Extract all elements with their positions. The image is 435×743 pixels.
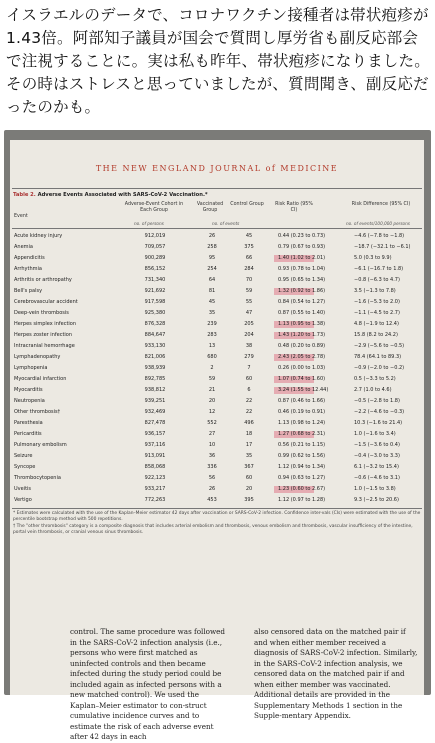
vaccinated-cell: 13 [208,343,216,349]
vaccinated-cell: 254 [207,266,217,272]
vaccinated-cell: 453 [207,497,217,503]
header-vaccinated: Vaccinated Group [196,202,224,213]
risk-difference-cell: −0.6 (−4.6 to 3.1) [354,475,400,481]
vaccinated-cell: 27 [208,431,216,437]
risk-difference-cell: −4.6 (−7.8 to −1.8) [354,233,405,239]
control-cell: 55 [245,299,253,305]
control-cell: 22 [245,398,253,404]
event-cell: Arthritis or arthropathy [14,277,72,283]
table-row [12,286,422,297]
vaccinated-cell: 12 [208,409,216,415]
risk-ratio-cell: 0.44 (0.23 to 0.73) [278,233,326,239]
cohort-cell: 933,130 [144,343,166,349]
control-cell: 496 [244,420,254,426]
event-cell: Arrhythmia [14,266,42,272]
risk-ratio-cell: 0.95 (0.65 to 1.34) [278,277,326,283]
vaccinated-cell: 283 [207,332,217,338]
events-unit: no. of events [212,221,240,226]
vaccinated-cell: 552 [207,420,217,426]
event-cell: Anemia [14,244,33,250]
event-cell: Herpes zoster infection [14,332,73,338]
risk-difference-cell: 15.8 (8.2 to 24.2) [354,332,398,338]
risk-ratio-cell: 3.24 (1.55 to 12.44) [278,387,329,393]
risk-difference-cell: −18.7 (−32.1 to −6.1) [354,244,411,250]
table-row [12,495,422,506]
event-cell: Appendicitis [14,255,45,261]
control-cell: 17 [245,442,253,448]
vaccinated-cell: 26 [208,233,216,239]
risk-difference-cell: −0.9 (−2.0 to −0.2) [354,365,405,371]
risk-ratio-cell: 0.99 (0.62 to 1.56) [278,453,326,459]
control-cell: 205 [244,321,254,327]
vaccinated-cell: 680 [207,354,217,360]
table-row [12,418,422,429]
tweet-text: イスラエルのデータで、コロナワクチン接種者は帯状疱疹が1.43倍。阿部知子議員が国会で質問し厚労省も副反応部会で注視することに。実は私も昨年、帯状疱疹になりました。その時はストレスと思っていましたが、質問聞き、副反応だったのかも。 [6,6,430,116]
control-cell: 70 [245,277,253,283]
risk-ratio-cell: 1.27 (0.68 to 2.31) [278,431,326,437]
risk-ratio-cell: 1.13 (0.95 to 1.38) [278,321,326,327]
table-row [12,451,422,462]
table-row [12,330,422,341]
vaccinated-cell: 10 [208,442,216,448]
risk-ratio-cell: 1.12 (0.94 to 1.34) [278,464,326,470]
cohort-cell: 912,019 [144,233,166,239]
control-cell: 47 [245,310,253,316]
table-row [12,308,422,319]
cohort-cell: 876,328 [144,321,166,327]
vaccinated-cell: 64 [208,277,216,283]
risk-difference-cell: −6.1 (−16.7 to 1.8) [354,266,404,272]
cohort-cell: 731,340 [144,277,166,283]
table-rule [12,228,422,229]
risk-difference-cell: −2.9 (−5.6 to −0.5) [354,343,405,349]
control-cell: 60 [245,475,253,481]
risk-difference-cell: −0.4 (−3.0 to 3.3) [354,453,400,459]
rd-unit: no. of events/100,000 persons [346,221,410,226]
table-row [12,363,422,374]
risk-difference-cell: −0.5 (−2.8 to 1.8) [354,398,400,404]
cohort-cell: 772,263 [144,497,166,503]
cohort-cell: 922,123 [144,475,166,481]
cohort-cell: 938,939 [144,365,166,371]
event-cell: Syncope [14,464,36,470]
cohort-cell: 856,152 [144,266,166,272]
table-row [12,253,422,264]
cohort-cell: 937,116 [144,442,166,448]
vaccinated-cell: 26 [208,486,216,492]
control-cell: 204 [244,332,254,338]
risk-ratio-cell: 1.43 (1.20 to 1.73) [278,332,326,338]
table-row [12,264,422,275]
event-cell: Other thrombosis† [14,409,61,415]
control-cell: 60 [245,376,253,382]
table-row [12,319,422,330]
table-row [12,374,422,385]
event-cell: Bell's palsy [14,288,43,294]
risk-ratio-cell: 1.40 (1.02 to 2.01) [278,255,326,261]
control-cell: 395 [244,497,254,503]
table-row [12,275,422,286]
risk-difference-cell: 2.7 (1.0 to 4.6) [354,387,392,393]
risk-ratio-cell: 1.07 (0.74 to 1.60) [278,376,326,382]
table-row [12,352,422,363]
control-cell: 6 [247,387,251,393]
event-cell: Intracranial hemorrhage [14,343,75,349]
event-cell: Acute kidney injury [14,233,63,239]
control-cell: 375 [244,244,254,250]
event-cell: Cerebrovascular accident [14,299,78,305]
control-cell: 284 [244,266,254,272]
event-cell: Thrombocytopenia [14,475,61,481]
table-row [12,396,422,407]
table-row [12,341,422,352]
table-row [12,473,422,484]
vaccinated-cell: 258 [207,244,217,250]
header-rule [12,188,422,189]
header-event: Event [14,214,28,219]
control-cell: 367 [244,464,254,470]
vaccinated-cell: 95 [208,255,216,261]
vaccinated-cell: 36 [208,453,216,459]
table-row [12,242,422,253]
vaccinated-cell: 20 [208,398,216,404]
risk-difference-cell: 78.4 (64.1 to 89.3) [354,354,402,360]
risk-ratio-cell: 0.79 (0.67 to 0.93) [278,244,326,250]
risk-difference-cell: 10.3 (−1.6 to 21.4) [354,420,403,426]
cohort-cell: 917,598 [144,299,166,305]
event-cell: Myocarditis [14,387,43,393]
risk-difference-cell: 1.0 (−1.6 to 3.4) [354,431,396,437]
table-row [12,484,422,495]
table-title: Table 2. Adverse Events Associated with SARS-CoV-2 Vaccination.* [13,192,208,198]
cohort-cell: 821,006 [144,354,166,360]
risk-ratio-cell: 0.48 (0.20 to 0.89) [278,343,326,349]
vaccinated-cell: 336 [207,464,217,470]
header-control: Control Group [230,202,264,207]
event-cell: Herpes simplex infection [14,321,77,327]
cohort-cell: 709,057 [144,244,166,250]
cohort-cell: 939,251 [144,398,166,404]
control-cell: 7 [247,365,251,371]
event-cell: Lymphadenopathy [14,354,61,360]
risk-ratio-cell: 0.87 (0.46 to 1.66) [278,398,326,404]
event-cell: Seizure [14,453,33,459]
table-row [12,297,422,308]
risk-ratio-cell: 1.23 (0.60 to 2.67) [278,486,326,492]
risk-difference-cell: −1.1 (−4.5 to 2.7) [354,310,400,316]
cohort-cell: 892,785 [144,376,166,382]
table-footnote: † The "other thrombosis" category is a composite diagnosis that includes arterial embolism and thrombosis, venous embolism and thrombosis, vascular insufficiency of the intestine, portal vein thrombosis, or cranial venous sinus thrombosis. [13,524,413,535]
risk-ratio-cell: 1.32 (0.92 to 1.86) [278,288,326,294]
vaccinated-cell: 45 [208,299,216,305]
event-cell: Lymphopenia [14,365,48,371]
table-row [12,429,422,440]
control-cell: 279 [244,354,254,360]
table-row [12,440,422,451]
vaccinated-cell: 59 [208,376,216,382]
event-cell: Deep-vein thrombosis [14,310,69,316]
risk-difference-cell: 9.3 (−2.5 to 20.6) [354,497,399,503]
event-cell: Pericarditis [14,431,42,437]
cohort-cell: 913,091 [144,453,166,459]
control-cell: 66 [245,255,253,261]
table-row [12,407,422,418]
header-risk-difference: Risk Difference (95% CI) [351,202,411,207]
vaccinated-cell: 81 [208,288,216,294]
table-row [12,462,422,473]
risk-ratio-cell: 0.84 (0.54 to 1.27) [278,299,326,305]
vaccinated-cell: 239 [207,321,217,327]
event-cell: Vertigo [14,497,32,503]
cohort-cell: 938,812 [144,387,166,393]
cohort-cell: 936,157 [144,431,166,437]
journal-header: THE NEW ENGLAND JOURNAL of MEDICINE [95,164,339,173]
tweet-photo[interactable] [4,130,431,741]
cohort-cell: 921,692 [144,288,166,294]
risk-ratio-cell: 0.94 (0.63 to 1.27) [278,475,326,481]
vaccinated-cell: 56 [208,475,216,481]
risk-difference-cell: 5.0 (0.3 to 9.9) [354,255,392,261]
risk-ratio-cell: 1.12 (0.97 to 1.28) [278,497,326,503]
event-cell: Neutropenia [14,398,45,404]
cohort-cell: 933,217 [144,486,166,492]
vaccinated-cell: 35 [208,310,216,316]
table-bottom-rule [12,508,422,509]
risk-ratio-cell: 2.43 (2.05 to 2.78) [278,354,326,360]
event-cell: Pulmonary embolism [14,442,67,448]
event-cell: Myocardial infarction [14,376,67,382]
control-cell: 22 [245,409,253,415]
body-column-right: also censored data on the matched pair if and when either member received a diagnosis of SARS-CoV-2 infection. Similarly, in the SARS-CoV-2 infection analysis, we censored data on the matched pair if and when either member was vaccinated. Additional details are provided in the Supplementary Methods 1 section in the Supple-mentary Appendix. [254,627,418,720]
cohort-unit: no. of persons [134,221,164,226]
risk-difference-cell: 0.5 (−3.3 to 5.2) [354,376,396,382]
event-cell: Uveitis [14,486,32,492]
risk-difference-cell: 3.5 (−1.3 to 7.8) [354,288,396,294]
journal-page [10,140,424,741]
risk-ratio-cell: 0.93 (0.78 to 1.04) [278,266,326,272]
table-row [12,231,422,242]
control-cell: 35 [245,453,253,459]
risk-ratio-cell: 0.56 (0.21 to 1.15) [278,442,326,448]
risk-ratio-cell: 0.46 (0.19 to 0.91) [278,409,326,415]
cohort-cell: 858,068 [144,464,166,470]
risk-difference-cell: −1.6 (−5.3 to 2.0) [354,299,400,305]
risk-difference-cell: 6.1 (−3.2 to 15.4) [354,464,399,470]
header-risk-ratio: Risk Ratio (95% CI) [275,202,313,213]
risk-difference-cell: 1.0 (−1.5 to 3.8) [354,486,396,492]
risk-difference-cell: −0.8 (−6.3 to 4.7) [354,277,400,283]
cohort-cell: 827,478 [144,420,166,426]
risk-ratio-cell: 1.13 (0.98 to 1.24) [278,420,326,426]
vaccinated-cell: 2 [210,365,214,371]
cohort-cell: 925,380 [144,310,166,316]
cohort-cell: 900,289 [144,255,166,261]
event-cell: Paresthesia [14,420,43,426]
control-cell: 59 [245,288,253,294]
table-footnote: * Estimates were calculated with the use of the Kaplan–Meier estimator 42 days after vaccination or SARS-CoV-2 infection. Confidence inter-vals (CIs) were estimated with the use of the percentile bootstrap method with 500 repetitions. [13,511,421,522]
control-cell: 45 [245,233,253,239]
cohort-cell: 884,647 [144,332,166,338]
control-cell: 20 [245,486,253,492]
control-cell: 18 [245,431,253,437]
body-column-left: control. The same procedure was followed in the SARS-CoV-2 infection analysis (i.e., persons who were first matched as uninfected controls and then became infected during the study period could be included again as infected persons with a new matched control). We used the Kaplan–Meier estimator to con-struct cumulative incidence curves and to estimate the risk of each adverse event after 42 days in each [70,627,225,741]
table-row [12,385,422,396]
risk-difference-cell: 4.8 (−1.9 to 12.4) [354,321,399,327]
vaccinated-cell: 21 [208,387,216,393]
cohort-cell: 932,469 [144,409,166,415]
risk-ratio-cell: 0.26 (0.00 to 1.03) [278,365,326,371]
risk-ratio-cell: 0.87 (0.55 to 1.40) [278,310,326,316]
risk-difference-cell: −1.5 (−3.6 to 0.4) [354,442,400,448]
risk-difference-cell: −2.2 (−4.6 to −0.3) [354,409,405,415]
header-cohort: Adverse-Event Cohort in Each Group [124,202,184,213]
control-cell: 38 [245,343,253,349]
